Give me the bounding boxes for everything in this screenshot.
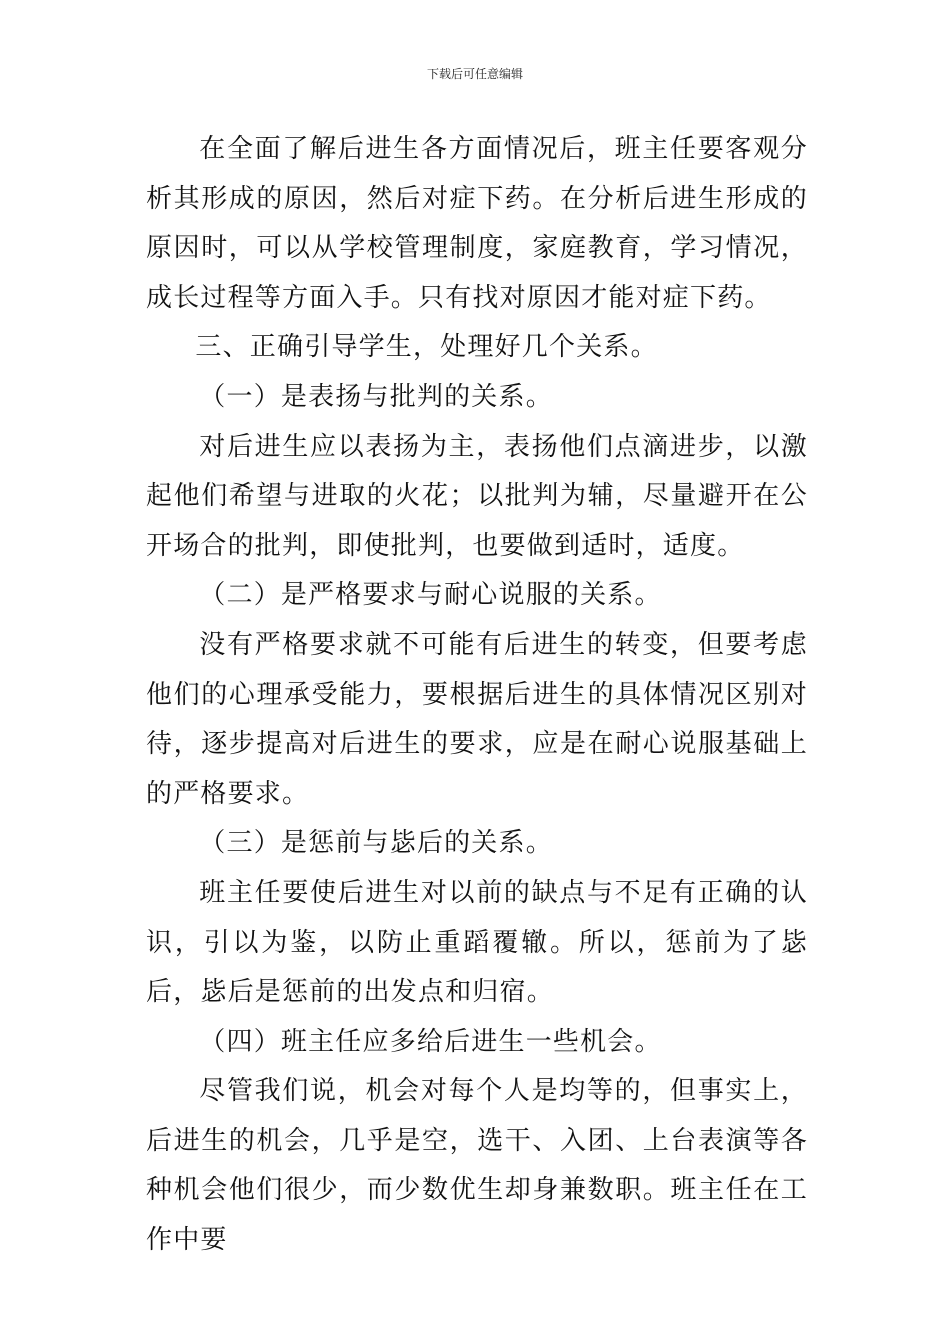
paragraph-opportunities: 尽管我们说，机会对每个人是均等的，但事实上，后进生的机会，几乎是空，选干、入团、上台表演等各种机会他们很少，而少数优生却身兼数职。班主任在工作中要	[146, 1076, 808, 1256]
paragraph-learn-from-past: 班主任要使后进生对以前的缺点与不足有正确的认识，引以为鉴，以防止重蹈覆辙。所以，惩前为了毖后，毖后是惩前的出发点和归宿。	[146, 877, 808, 1008]
subheading-two: （二）是严格要求与耐心说服的关系。	[199, 580, 662, 611]
paragraph-praise-criticism: 对后进生应以表扬为主，表扬他们点滴进步，以激起他们希望与进取的火花；以批判为辅，尽量避开在公开场合的批判，即使批判，也要做到适时，适度。	[146, 431, 808, 561]
subheading-three: （三）是惩前与毖后的关系。	[199, 828, 553, 859]
section-heading-three: 三、正确引导学生，处理好几个关系。	[195, 332, 658, 363]
page-header: 下载后可任意编辑	[426, 67, 523, 81]
subheading-one: （一）是表扬与批判的关系。	[199, 381, 553, 412]
paragraph-strict-requirements: 没有严格要求就不可能有后进生的转变，但要考虑他们的心理承受能力，要根据后进生的具体情况区别对待，逐步提高对后进生的要求，应是在耐心说服基础上的严格要求。	[146, 629, 808, 809]
document-body	[146, 125, 808, 1266]
paragraph-cause-analysis: 在全面了解后进生各方面情况后，班主任要客观分析其形成的原因，然后对症下药。在分析后进生形成的原因时，可以从学校管理制度，家庭教育，学习情况，成长过程等方面入手。只有找对原因才能对症下药。	[146, 134, 808, 313]
subheading-four: （四）班主任应多给后进生一些机会。	[199, 1026, 662, 1057]
